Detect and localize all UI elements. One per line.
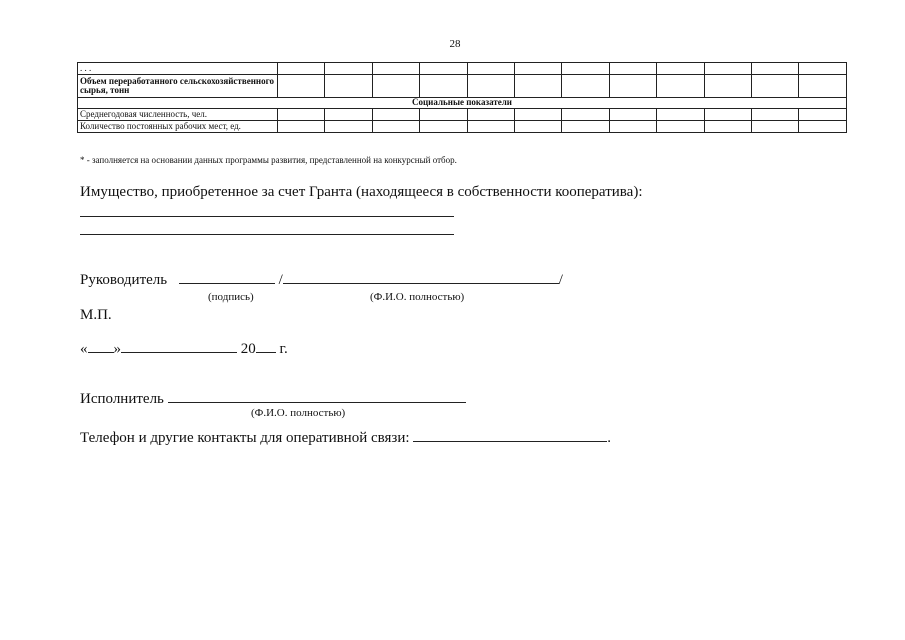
- footnote: * - заполняется на основании данных программы развития, представленной на конкурсный отбор.: [80, 155, 457, 165]
- head-signature-line: [80, 271, 563, 289]
- year-prefix: 20: [240, 341, 256, 357]
- table-row: [78, 63, 847, 75]
- table-row: [78, 121, 847, 133]
- day-blank[interactable]: [88, 340, 114, 353]
- indicators-table: [77, 62, 847, 133]
- page-number: 28: [449, 38, 461, 50]
- head-label: Руководитель: [80, 272, 168, 288]
- contacts-blank[interactable]: [413, 429, 607, 442]
- row-label: Объем переработанного сельскохозяйственного сырья, тонн: [78, 75, 278, 98]
- executor-label: Исполнитель: [80, 391, 164, 407]
- date-quote-close: »: [113, 341, 121, 357]
- date-quote-open: «: [80, 341, 88, 357]
- row-label: . . .: [78, 63, 278, 75]
- property-heading: Имущество, приобретенное за счет Гранта (находящееся в собственности кооператива):: [80, 184, 643, 200]
- name-caption: (Ф.И.О. полностью): [370, 291, 465, 303]
- year-suffix: г.: [279, 341, 288, 357]
- signature-blank[interactable]: [179, 271, 275, 284]
- property-blank-line[interactable]: [80, 234, 454, 235]
- executor-name-caption: (Ф.И.О. полностью): [251, 407, 346, 419]
- table-row: [78, 109, 847, 121]
- slash-open: /: [278, 272, 283, 288]
- month-blank[interactable]: [121, 340, 237, 353]
- contacts-end: .: [607, 430, 612, 446]
- row-label: Количество постоянных рабочих мест, ед.: [78, 121, 278, 133]
- signature-caption: (подпись): [208, 291, 254, 303]
- stamp-label: М.П.: [80, 307, 112, 323]
- property-blank-line[interactable]: [80, 216, 454, 217]
- row-label: Среднегодовая численность, чел.: [78, 109, 278, 121]
- executor-name-blank[interactable]: [168, 390, 466, 403]
- section-title: Социальные показатели: [78, 98, 847, 109]
- table-row: [78, 75, 847, 98]
- contacts-label: Телефон и другие контакты для оперативной связи:: [80, 430, 410, 446]
- executor-line: [80, 390, 466, 408]
- year-blank[interactable]: [256, 340, 276, 353]
- full-name-blank[interactable]: [283, 271, 559, 284]
- table-section-row: [78, 98, 847, 109]
- contacts-line: [80, 429, 611, 447]
- date-line: [80, 340, 288, 358]
- slash-close: /: [558, 272, 563, 288]
